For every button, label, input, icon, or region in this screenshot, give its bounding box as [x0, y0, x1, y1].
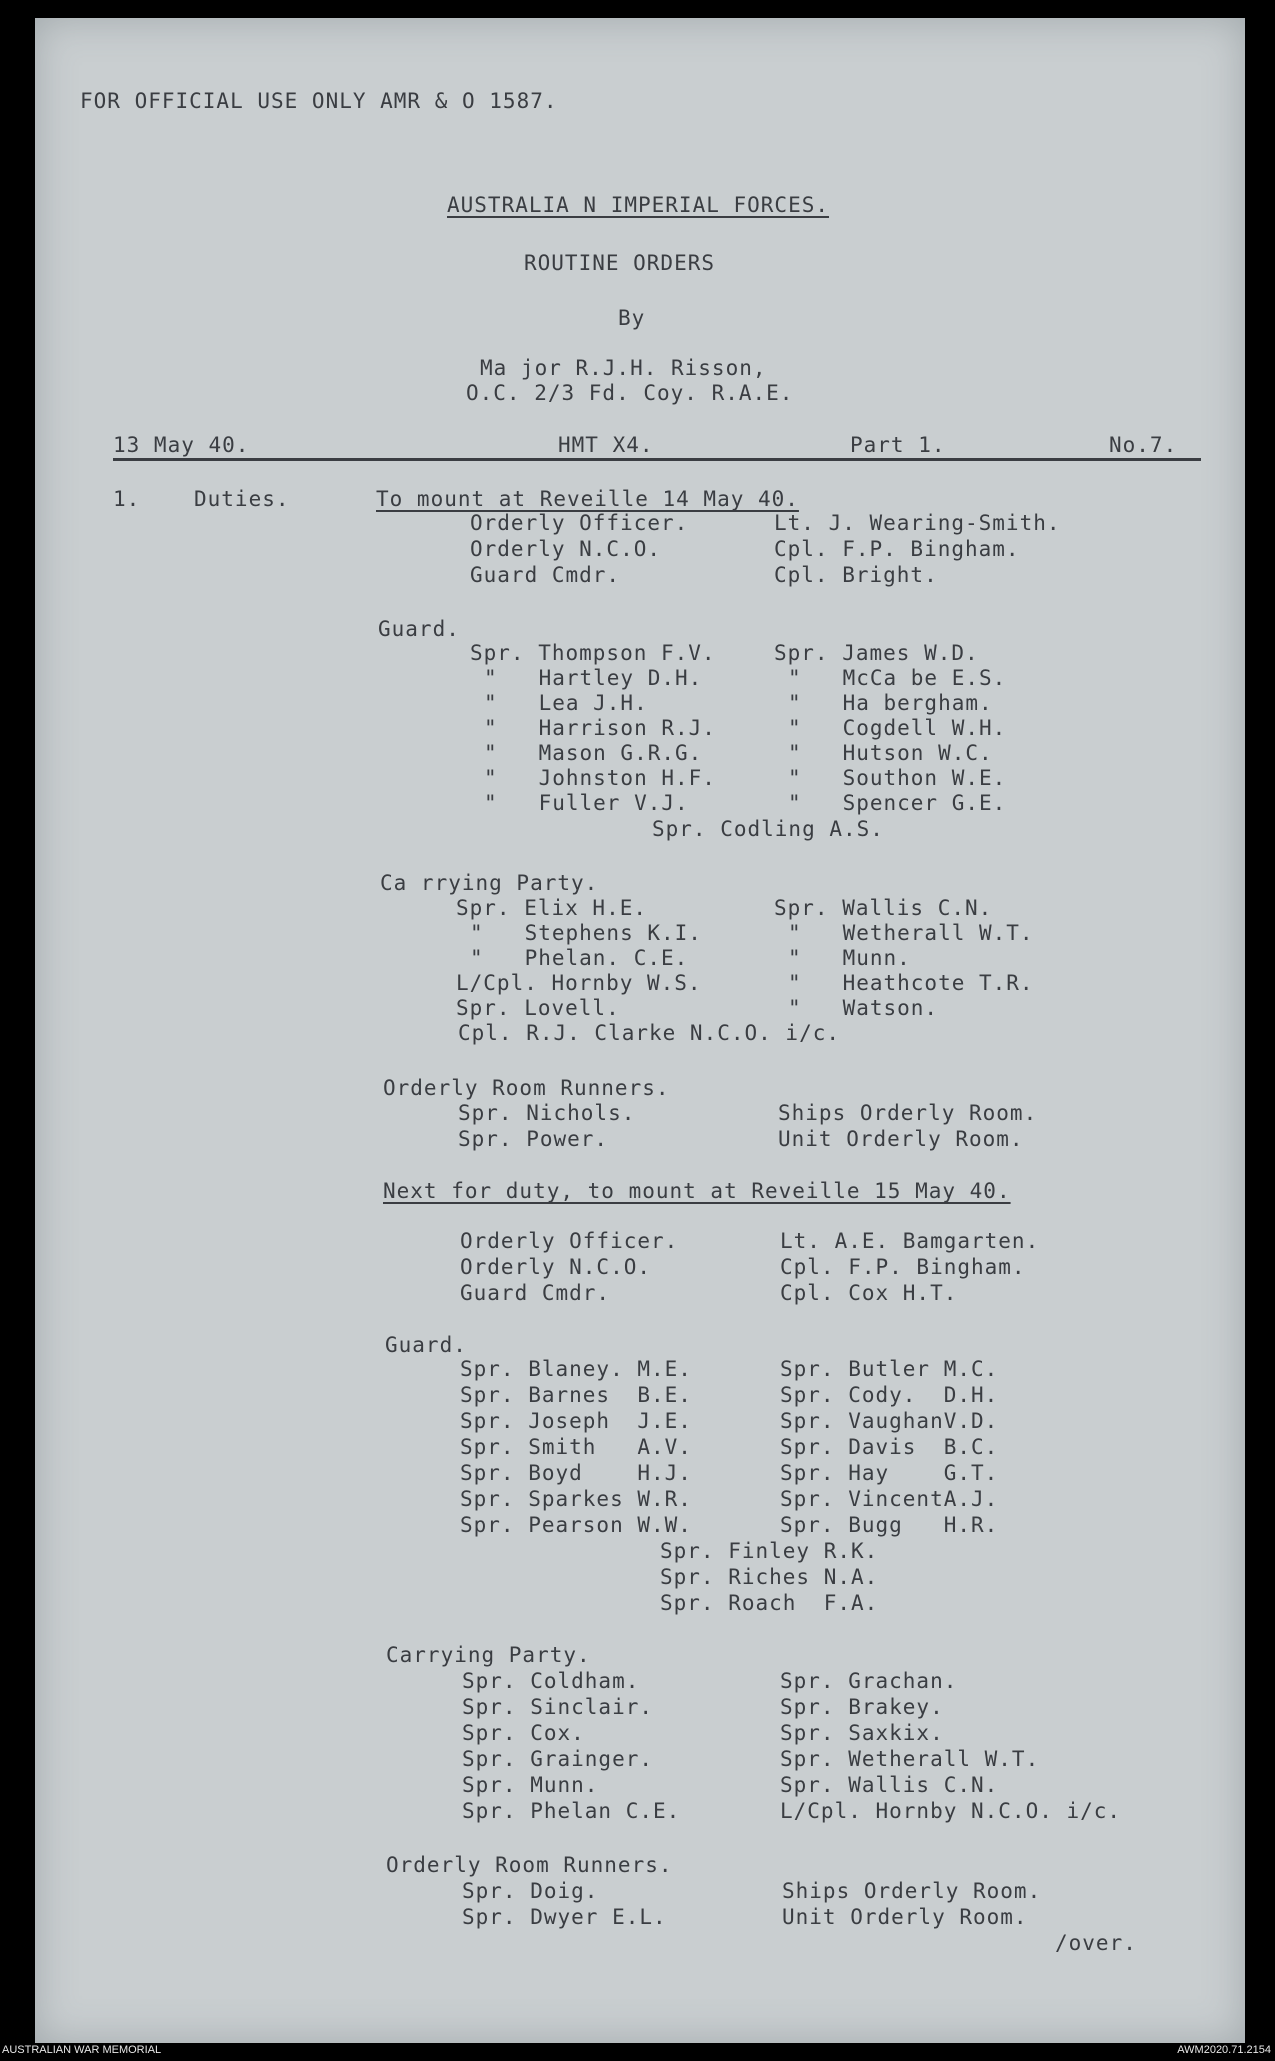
ship-name: HMT X4. — [558, 433, 654, 457]
carry-left: Spr. Cox. — [462, 1721, 585, 1745]
guard-extra: Spr. Codling A.S. — [652, 817, 884, 841]
officer-name: Lt. A.E. Bamgarten. — [780, 1229, 1040, 1253]
guard-right: Spr. Hay G.T. — [780, 1461, 999, 1485]
guard-left: " Harrison R.J. — [484, 716, 716, 740]
footer-accession: AWM2020.71.2154 — [1177, 2044, 1271, 2056]
guard-left: Spr. Pearson W.W. — [460, 1513, 692, 1537]
runners-heading: Orderly Room Runners. — [383, 1076, 670, 1100]
header-rule — [113, 458, 1201, 461]
guard-left: " Johnston H.F. — [484, 766, 716, 790]
guard-right: Spr. James W.D. — [774, 641, 979, 665]
carry-left: " Stephens K.I. — [470, 921, 702, 945]
official-use-line: FOR OFFICIAL USE ONLY AMR & O 1587. — [80, 89, 558, 113]
guard-left: Spr. Smith A.V. — [460, 1435, 692, 1459]
runner-name: Spr. Doig. — [462, 1879, 599, 1903]
order-number: No.7. — [1109, 433, 1178, 457]
carry-right: L/Cpl. Hornby N.C.O. i/c. — [780, 1799, 1122, 1823]
section-title: Duties. — [194, 487, 290, 511]
guard-left: Spr. Blaney. M.E. — [460, 1357, 692, 1381]
guard-right: Spr. VincentA.J. — [780, 1487, 999, 1511]
carry-left: Spr. Elix H.E. — [456, 896, 648, 920]
by-line: By — [618, 306, 646, 330]
guard-right: Spr. VaughanV.D. — [780, 1409, 999, 1433]
carry-left: Spr. Coldham. — [462, 1669, 640, 1693]
guard-left: Spr. Thompson F.V. — [470, 641, 716, 665]
guard-right: " Spencer G.E. — [788, 791, 1007, 815]
guard-heading: Guard. — [378, 617, 460, 641]
runner-post: Unit Orderly Room. — [778, 1127, 1024, 1151]
runners-heading: Orderly Room Runners. — [386, 1853, 673, 1877]
author-line: Ma jor R.J.H. Risson, — [480, 356, 767, 380]
guard-right: " Southon W.E. — [788, 766, 1007, 790]
carrying-party-heading: Carrying Party. — [386, 1643, 591, 1667]
force-title: AUSTRALIA N IMPERIAL FORCES. — [447, 193, 830, 217]
guard-right: Spr. Butler M.C. — [780, 1357, 999, 1381]
guard-left: " Lea J.H. — [484, 691, 648, 715]
guard-left: " Fuller V.J. — [484, 791, 689, 815]
carry-right: Spr. Brakey. — [780, 1695, 944, 1719]
part-number: Part 1. — [850, 433, 946, 457]
carry-extra: Cpl. R.J. Clarke N.C.O. i/c. — [458, 1021, 841, 1045]
first-duty-heading: To mount at Reveille 14 May 40. — [376, 487, 799, 511]
guard-left: Spr. Sparkes W.R. — [460, 1487, 692, 1511]
document-title: ROUTINE ORDERS — [524, 251, 716, 275]
guard-extra: Spr. Finley R.K. — [660, 1539, 879, 1563]
guard-heading: Guard. — [385, 1333, 467, 1357]
carry-right: Spr. Wallis C.N. — [774, 896, 993, 920]
carry-right: " Watson. — [788, 996, 939, 1020]
guard-right: " McCa be E.S. — [788, 666, 1007, 690]
carry-right: " Munn. — [788, 946, 911, 970]
runner-name: Spr. Dwyer E.L. — [462, 1905, 667, 1929]
officer-name: Cpl. F.P. Bingham. — [774, 537, 1020, 561]
officer-name: Cpl. Cox H.T. — [780, 1281, 958, 1305]
carry-right: Spr. Wetherall W.T. — [780, 1747, 1040, 1771]
footer-credit: AUSTRALIAN WAR MEMORIAL — [2, 2044, 162, 2056]
carry-right: " Wetherall W.T. — [788, 921, 1034, 945]
guard-right: " Ha bergham. — [788, 691, 993, 715]
carry-left: Spr. Munn. — [462, 1773, 599, 1797]
carry-right: Spr. Grachan. — [780, 1669, 958, 1693]
carry-left: Spr. Phelan C.E. — [462, 1799, 681, 1823]
section-number: 1. — [113, 487, 141, 511]
officer-role: Orderly Officer. — [460, 1229, 679, 1253]
guard-extra: Spr. Riches N.A. — [660, 1565, 879, 1589]
guard-right: " Hutson W.C. — [788, 741, 993, 765]
carry-right: Spr. Wallis C.N. — [780, 1773, 999, 1797]
carry-left: Spr. Lovell. — [456, 996, 620, 1020]
guard-right: Spr. Cody. D.H. — [780, 1383, 999, 1407]
officer-role: Guard Cmdr. — [470, 563, 621, 587]
unit-line: O.C. 2/3 Fd. Coy. R.A.E. — [466, 381, 794, 405]
officer-name: Lt. J. Wearing-Smith. — [774, 511, 1061, 535]
officer-role: Orderly N.C.O. — [470, 537, 662, 561]
officer-role: Guard Cmdr. — [460, 1281, 611, 1305]
carrying-party-heading: Ca rrying Party. — [380, 871, 599, 895]
officer-name: Cpl. Bright. — [774, 563, 938, 587]
over-note: /over. — [1055, 1931, 1137, 1955]
runner-post: Unit Orderly Room. — [782, 1905, 1028, 1929]
guard-left: Spr. Joseph J.E. — [460, 1409, 692, 1433]
order-date: 13 May 40. — [113, 433, 250, 457]
runner-name: Spr. Nichols. — [458, 1101, 636, 1125]
guard-right: Spr. Davis B.C. — [780, 1435, 999, 1459]
guard-right: Spr. Bugg H.R. — [780, 1513, 999, 1537]
guard-extra: Spr. Roach F.A. — [660, 1591, 879, 1615]
guard-left: " Hartley D.H. — [484, 666, 703, 690]
officer-name: Cpl. F.P. Bingham. — [780, 1255, 1026, 1279]
guard-right: " Cogdell W.H. — [788, 716, 1007, 740]
officer-role: Orderly Officer. — [470, 511, 689, 535]
guard-left: Spr. Boyd H.J. — [460, 1461, 692, 1485]
carry-left: " Phelan. C.E. — [470, 946, 689, 970]
carry-left: L/Cpl. Hornby W.S. — [456, 971, 702, 995]
officer-role: Orderly N.C.O. — [460, 1255, 652, 1279]
second-duty-heading: Next for duty, to mount at Reveille 15 May 40. — [383, 1179, 1011, 1203]
runner-post: Ships Orderly Room. — [782, 1879, 1042, 1903]
runner-name: Spr. Power. — [458, 1127, 609, 1151]
guard-left: Spr. Barnes B.E. — [460, 1383, 692, 1407]
guard-left: " Mason G.R.G. — [484, 741, 703, 765]
carry-right: " Heathcote T.R. — [788, 971, 1034, 995]
carry-left: Spr. Grainger. — [462, 1747, 654, 1771]
runner-post: Ships Orderly Room. — [778, 1101, 1038, 1125]
carry-left: Spr. Sinclair. — [462, 1695, 654, 1719]
carry-right: Spr. Saxkix. — [780, 1721, 944, 1745]
